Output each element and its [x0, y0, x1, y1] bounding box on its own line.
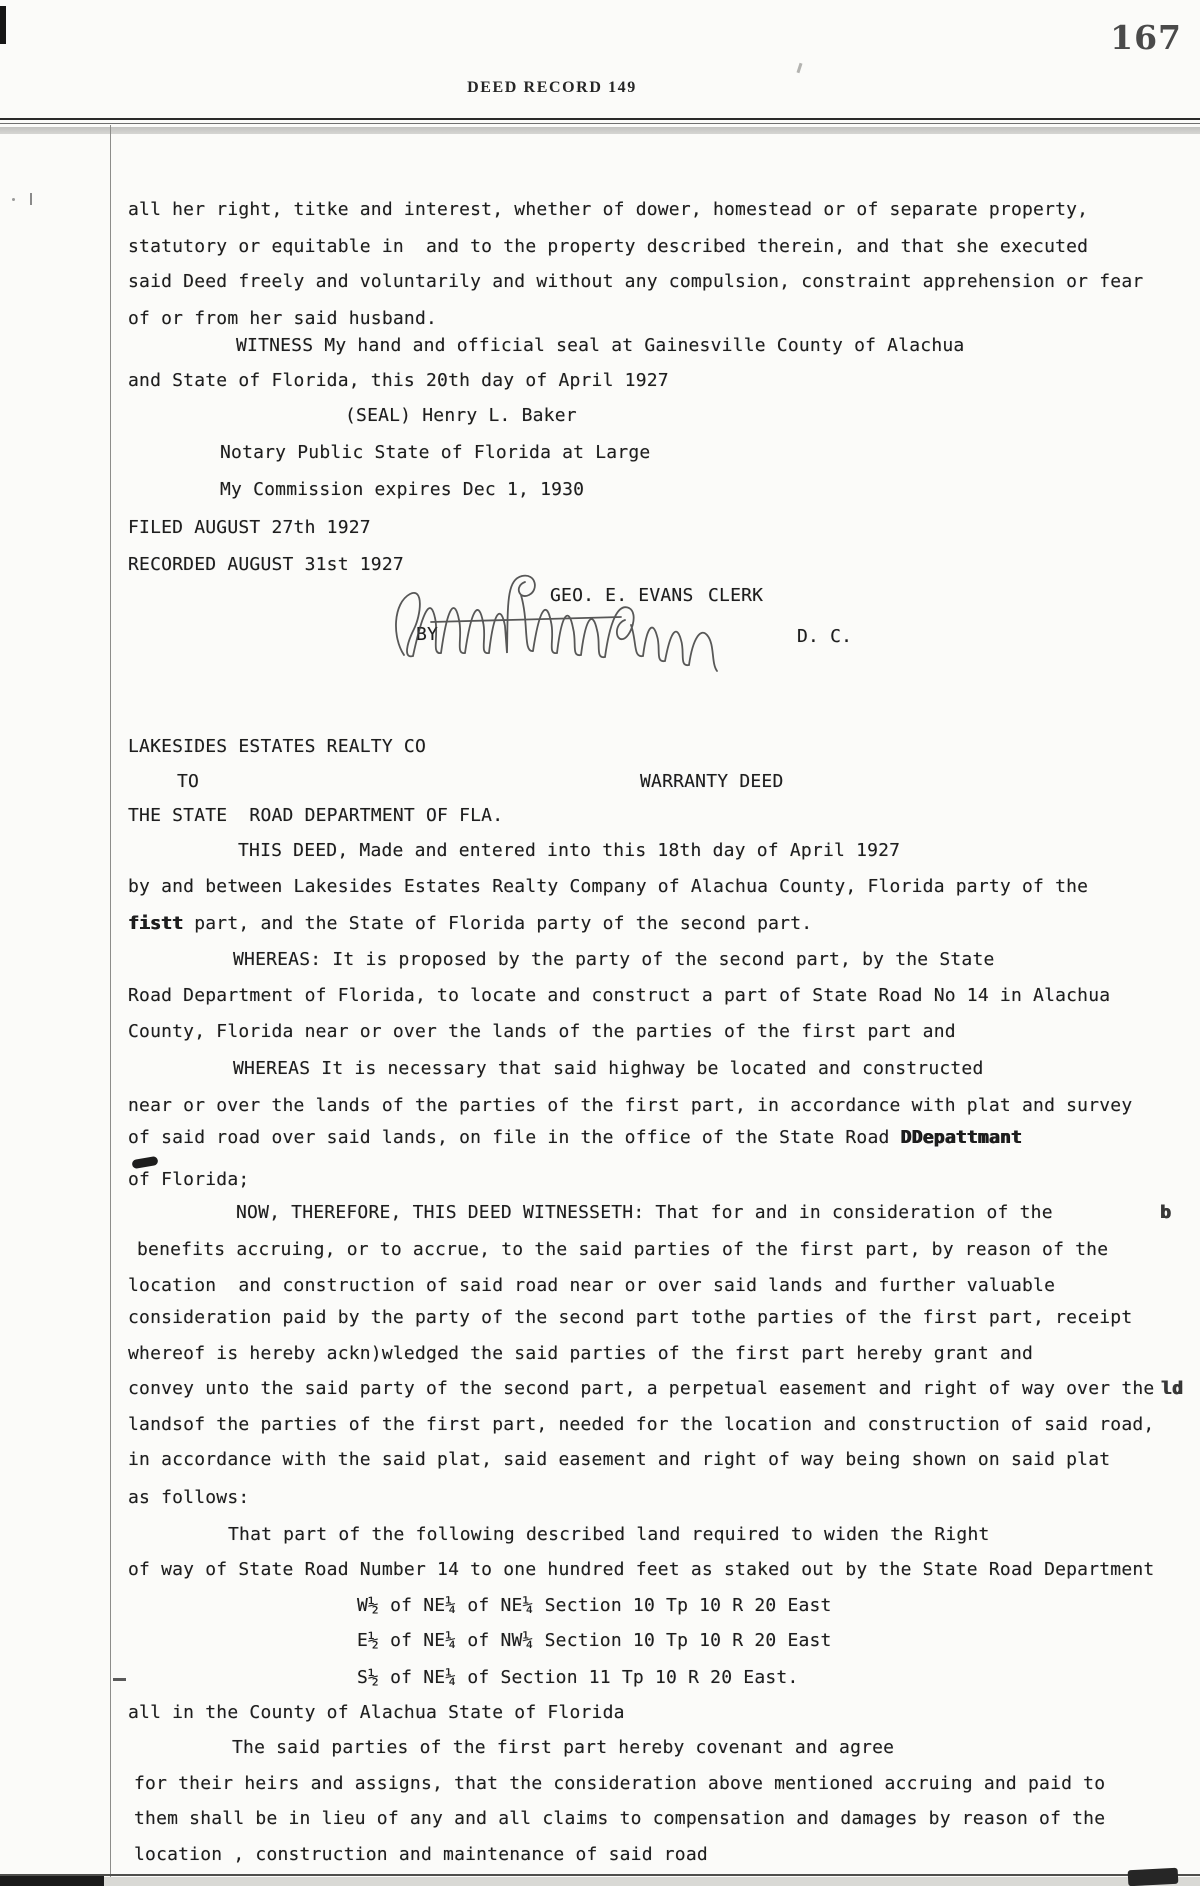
- margin-overstrike-artifact: b: [1160, 1202, 1172, 1223]
- top-rule-line: [0, 123, 1200, 124]
- doc-line: whereof is hereby ackn)wledged the said parties of the first part hereby grant and: [128, 1343, 1034, 1364]
- doc-line: Notary Public State of Florida at Large: [220, 442, 651, 463]
- land-description: W½ of NE¼ of NE¼ Section 10 Tp 10 R 20 East: [357, 1595, 832, 1616]
- doc-line: convey unto the said party of the second part, a perpetual easement and right of way over the: [128, 1378, 1155, 1399]
- doc-line: of Florida;: [128, 1169, 250, 1190]
- doc-line: Road Department of Florida, to locate and construct a part of State Road No 14 in Alachua: [128, 985, 1111, 1006]
- doc-line: benefits accruing, or to accrue, to the said parties of the first part, by reason of the: [137, 1239, 1109, 1260]
- doc-line: (SEAL) Henry L. Baker: [345, 405, 577, 426]
- doc-line: TO: [177, 771, 200, 792]
- doc-line: landsof the parties of the first part, needed for the location and construction of said road,: [128, 1414, 1155, 1435]
- doc-line: THIS DEED, Made and entered into this 18th day of April 1927: [238, 840, 901, 861]
- doc-line: RECORDED AUGUST 31st 1927: [128, 554, 404, 575]
- page-title: DEED RECORD 149: [467, 79, 637, 96]
- ink-blob-artifact: [131, 1156, 158, 1169]
- scan-edge-artifact: [1128, 1868, 1179, 1886]
- grantee-name: THE STATE ROAD DEPARTMENT OF FLA.: [128, 805, 504, 826]
- land-description: S½ of NE¼ of Section 11 Tp 10 R 20 East.: [357, 1667, 799, 1688]
- doc-line: statutory or equitable in and to the property described therein, and that she executed: [128, 236, 1089, 257]
- grantor-name: LAKESIDES ESTATES REALTY CO: [128, 736, 426, 757]
- doc-line: FILED AUGUST 27th 1927: [128, 517, 371, 538]
- doc-line: all in the County of Alachua State of Florida: [128, 1702, 625, 1723]
- bottom-rule-line: [0, 1874, 1200, 1876]
- margin-overstrike-artifact: ld: [1161, 1378, 1184, 1399]
- doc-line: County, Florida near or over the lands of the parties of the first part and: [128, 1021, 956, 1042]
- clerk-typed-title: CLERK: [708, 585, 764, 606]
- doc-line: NOW, THEREFORE, THIS DEED WITNESSETH: That for and in consideration of the: [236, 1202, 1053, 1223]
- doc-line: of way of State Road Number 14 to one hundred feet as staked out by the State Road Department: [128, 1559, 1155, 1580]
- doc-line: WHEREAS It is necessary that said highway be located and constructed: [233, 1058, 984, 1079]
- ink-speck-artifact: [30, 193, 32, 205]
- doc-line: The said parties of the first part hereby covenant and agree: [232, 1737, 895, 1758]
- bottom-rule-band: [0, 1877, 1200, 1886]
- doc-line: as follows:: [128, 1487, 250, 1508]
- doc-line: My Commission expires Dec 1, 1930: [220, 479, 585, 500]
- doc-line: of said road over said lands, on file in the office of the State Road DDepattmant: [128, 1127, 1022, 1148]
- instrument-type: WARRANTY DEED: [640, 771, 784, 792]
- clerk-typed-name: GEO. E. EVANS: [550, 585, 694, 606]
- doc-line: location and construction of said road near or over said lands and further valuable: [128, 1275, 1056, 1296]
- deputy-clerk-initials: D. C.: [797, 626, 853, 647]
- doc-line: and State of Florida, this 20th day of April 1927: [128, 370, 669, 391]
- ink-speck-artifact: [797, 63, 803, 73]
- left-margin-rule: [110, 125, 111, 1877]
- page-number: 167: [1110, 18, 1182, 57]
- doc-line: of or from her said husband.: [128, 308, 438, 329]
- doc-line: consideration paid by the party of the second part tothe parties of the first part, receipt: [128, 1307, 1133, 1328]
- doc-line: them shall be in lieu of any and all claims to compensation and damages by reason of the: [134, 1808, 1106, 1829]
- ink-dash-artifact: [113, 1678, 126, 1681]
- scan-edge-artifact: [0, 6, 6, 44]
- doc-line: for their heirs and assigns, that the consideration above mentioned accruing and paid to: [134, 1773, 1106, 1794]
- doc-line: fistt part, and the State of Florida party of the second part.: [128, 913, 813, 934]
- top-rule-band: [0, 127, 1200, 134]
- handwritten-signature: [390, 565, 735, 680]
- doc-line: WITNESS My hand and official seal at Gainesville County of Alachua: [236, 335, 965, 356]
- doc-line: near or over the lands of the parties of the first part, in accordance with plat and survey: [128, 1095, 1133, 1116]
- scan-edge-artifact: [0, 1876, 104, 1886]
- ink-speck-artifact: [12, 198, 15, 201]
- doc-line: WHEREAS: It is proposed by the party of the second part, by the State: [233, 949, 995, 970]
- doc-line: in accordance with the said plat, said easement and right of way being shown on said plat: [128, 1449, 1111, 1470]
- doc-line: That part of the following described land required to widen the Right: [228, 1524, 990, 1545]
- doc-line: said Deed freely and voluntarily and without any compulsion, constraint apprehension or fear: [128, 271, 1144, 292]
- doc-line: by and between Lakesides Estates Realty Company of Alachua County, Florida party of the: [128, 876, 1089, 897]
- doc-line: location , construction and maintenance of said road: [134, 1844, 708, 1865]
- top-rule-line: [0, 118, 1200, 120]
- land-description: E½ of NE¼ of NW¼ Section 10 Tp 10 R 20 East: [357, 1630, 832, 1651]
- signature-by-label: BY: [416, 624, 439, 645]
- doc-line: all her right, titke and interest, whether of dower, homestead or of separate property,: [128, 199, 1089, 220]
